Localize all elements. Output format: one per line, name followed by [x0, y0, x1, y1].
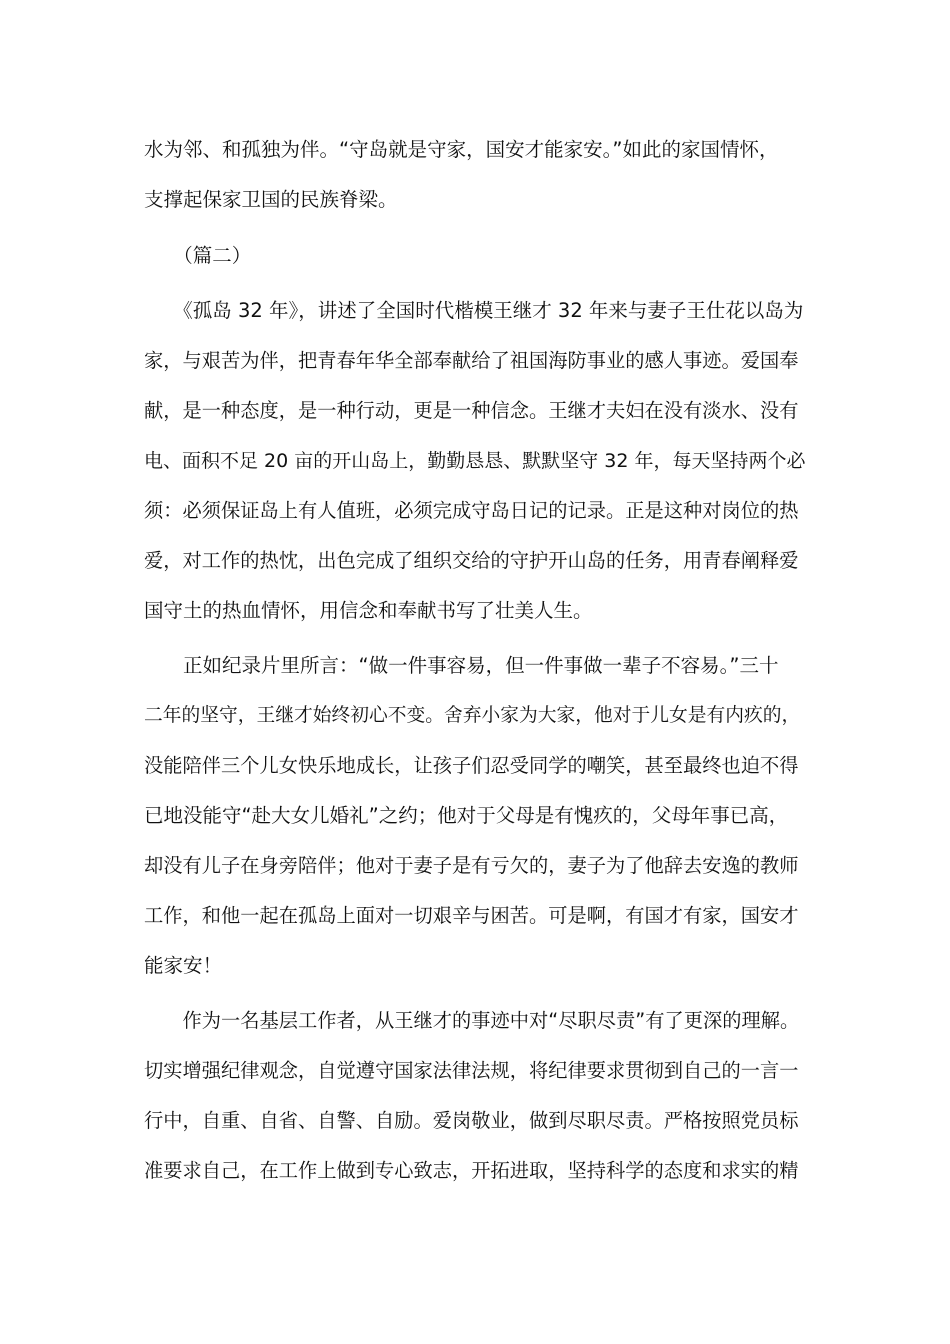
text-line: 没能陪伴三个儿女快乐地成长，让孩子们忍受同学的嘲笑，甚至最终也迫不得: [144, 754, 799, 777]
text-line: 作为一名基层工作者，从王继才的事迹中对“尽职尽责”有了更深的理解。: [144, 1009, 800, 1032]
text-line: 《孤岛 32 年》，讲述了全国时代楷模王继才 32 年来与妻子王仕花以岛为: [144, 299, 804, 322]
text-line: 家，与艰苦为伴，把青春年华全部奉献给了祖国海防事业的感人事迹。爱国奉: [144, 349, 799, 372]
text-line: 已地没能守“赴大女儿婚礼”之约；他对于父母是有愧疚的，父母年事已高，: [144, 804, 789, 827]
section-heading: （篇二）: [144, 244, 252, 267]
text-line: 行中，自重、自省、自警、自励。爱岗敬业，做到尽职尽责。严格按照党员标: [144, 1109, 799, 1132]
text-line: 支撑起保家卫国的民族脊梁。: [144, 188, 398, 211]
text-line: 工作，和他一起在孤岛上面对一切艰辛与困苦。可是啊，有国才有家，国安才: [144, 904, 799, 927]
text-line: 准要求自己，在工作上做到专心致志，开拓进取，坚持科学的态度和求实的精: [144, 1159, 799, 1182]
text-line: 国守土的热血情怀，用信念和奉献书写了壮美人生。: [144, 599, 593, 622]
text-line: 须：必须保证岛上有人值班，必须完成守岛日记的记录。正是这种对岗位的热: [144, 499, 799, 522]
text-line: 却没有儿子在身旁陪伴；他对于妻子是有亏欠的，妻子为了他辞去安逸的教师: [144, 854, 799, 877]
text-line: 献，是一种态度，是一种行动，更是一种信念。王继才夫妇在没有淡水、没有: [144, 399, 799, 422]
text-line: 二年的坚守，王继才始终初心不变。舍弃小家为大家，他对于儿女是有内疚的，: [144, 705, 801, 726]
text-line: 能家安！: [144, 954, 223, 977]
text-line: 爱，对工作的热忱，出色完成了组织交给的守护开山岛的任务，用青春阐释爱: [144, 549, 799, 572]
text-line: 切实增强纪律观念，自觉遵守国家法律法规，将纪律要求贯彻到自己的一言一: [144, 1059, 799, 1082]
text-line: 电、面积不足 20 亩的开山岛上，勤勤恳恳、默默坚守 32 年，每天坚持两个必: [144, 450, 806, 472]
text-line: 正如纪录片里所言：“做一件事容易，但一件事做一辈子不容易。”三十: [144, 654, 779, 677]
text-line: 水为邻、和孤独为伴。“守岛就是守家，国安才能家安。”如此的家国情怀，: [144, 138, 779, 161]
